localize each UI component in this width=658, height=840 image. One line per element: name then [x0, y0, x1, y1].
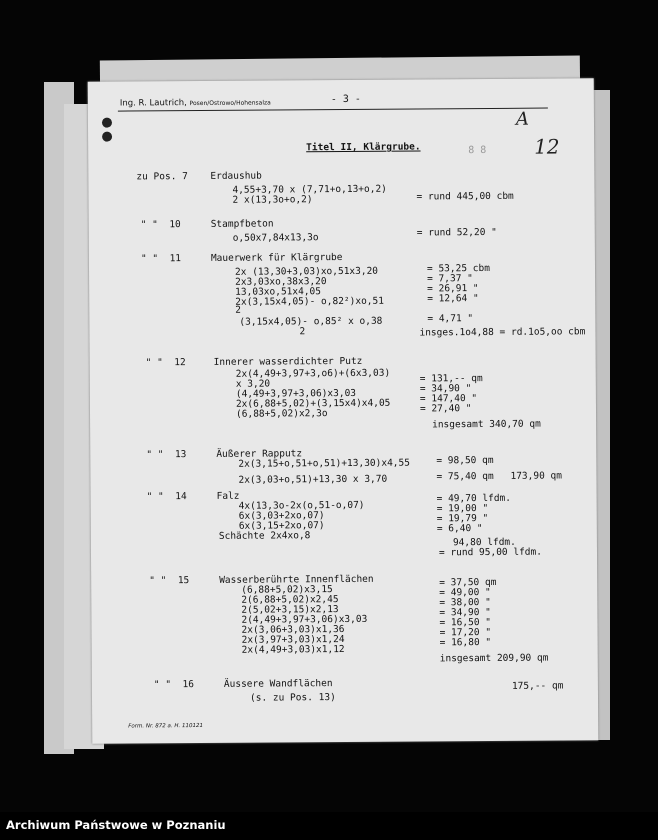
pos-name: Stampfbeton — [210, 218, 274, 230]
pos-name: Falz — [216, 490, 240, 502]
formula-line: 2x(4,49+3,97+3,o6)+(6x3,03) — [235, 367, 391, 380]
value-line: = 53,25 cbm — [426, 262, 490, 275]
pos-total: insgesamt 209,90 qm — [439, 652, 549, 665]
formula-line: 2(4,49+3,97+3,06)x3,03 — [241, 613, 368, 626]
faint-mark: 8 8 — [468, 144, 487, 157]
formula-line: 4,55+3,70 x (7,71+o,13+o,2) — [232, 183, 387, 196]
value-line: = 17,20 " — [439, 626, 492, 639]
formula-line: 2x(3,15x4,05)- o,82²)xo,51 — [235, 295, 384, 308]
formula-line: 6x(3,15+2xo,07) — [238, 520, 325, 532]
pos-prefix: " " 12 — [145, 357, 186, 369]
header-rule — [118, 108, 548, 112]
pos-prefix: " " 10 — [140, 219, 181, 231]
formula-line: 2x(3,03+o,51)+13,30 x 3,70 — [238, 473, 388, 486]
pos-total: insgesamt 340,70 qm — [432, 418, 541, 431]
document-page — [88, 78, 599, 744]
value-line: = 4,71 " — [427, 313, 474, 325]
pos-prefix: " " 15 — [149, 575, 190, 587]
formula-line: 2 x(13,3o+o,2) — [232, 194, 313, 206]
formula-line: 2x(3,97+3,03)x1,24 — [241, 633, 345, 646]
formula-line: 2 — [299, 326, 306, 338]
formula-line: Schächte 2x4xo,8 — [218, 530, 311, 542]
value-line: = 49,70 lfdm. — [436, 492, 512, 505]
formula-line: 2x(6,88+5,02)+(3,15x4)x4,05 — [235, 397, 391, 410]
pos-name: Äussere Wandflächen — [223, 678, 333, 690]
formula-line: (6,88+5,02)x2,3o — [235, 408, 328, 420]
pos-prefix: " " 16 — [153, 679, 195, 691]
value-line: = 7,37 " — [427, 273, 473, 285]
letterhead: Ing. R. Lautrich, Posen/Ostrowo/Hohensalza — [119, 98, 271, 109]
value-line: = 34,90 " — [439, 606, 491, 619]
value-line: = 16,80 " — [439, 636, 492, 649]
form-number: Form. Nr. 872 a. H. 110121 — [128, 722, 203, 730]
value-line: = 34,90 " — [419, 383, 472, 395]
value-line: = 26,91 " — [427, 283, 479, 295]
formula-line: x 3,20 — [235, 378, 271, 390]
formula-line: 2x(3,06+3,03)x1,36 — [241, 623, 345, 636]
formula-line: 2x(4,49+3,03)x1,12 — [241, 643, 345, 656]
pos-name: Erdaushub — [210, 170, 262, 182]
formula-line: 2x (13,30+3,03)xo,51x3,20 — [234, 265, 379, 278]
handwritten-number: 12 — [534, 134, 560, 159]
archive-name: Archiwum Państwowe w Poznaniu — [6, 818, 226, 832]
value-line: = 49,00 " — [439, 586, 491, 599]
value-line: = 98,50 qm — [436, 454, 494, 467]
pos-total: = rund 95,00 lfdm. — [438, 546, 542, 559]
formula-line: 2x3,03xo,38x3,20 — [235, 276, 327, 288]
section-title: Titel II, Klärgrube. — [306, 141, 421, 154]
value-line: = 6,40 " — [436, 523, 483, 535]
pos-total: 175,-- qm — [511, 680, 564, 692]
value-line: = 19,00 " — [436, 502, 489, 515]
subtotal: 94,80 lfdm. — [452, 536, 516, 549]
pos-total: insges.1o4,88 = rd.1o5,oo cbm — [419, 326, 586, 339]
value-line: = 37,50 qm — [439, 576, 497, 589]
formula-line: 2(6,88+5,02)x2,45 — [241, 594, 339, 606]
pos-prefix: zu Pos. 7 — [136, 171, 188, 183]
pos-name: Äußerer Rapputz — [216, 448, 303, 460]
value-line: = 27,40 " — [419, 403, 472, 415]
formula-line: (6,88+5,02)x3,15 — [241, 584, 333, 596]
value-line: = 38,00 " — [439, 596, 491, 609]
pos-name: Mauerwerk für Klärgrube — [210, 251, 343, 264]
value-line: = 12,64 " — [427, 293, 479, 305]
value-line: = 131,-- qm — [419, 373, 483, 385]
formula-line: 4x(13,3o-2x(o,51-o,07) — [238, 499, 365, 512]
formula-line: 6x(3,03+2xo,07) — [238, 510, 325, 522]
pos-prefix: " " 14 — [146, 491, 187, 503]
pos-result: = rund 52,20 " — [416, 226, 497, 239]
formula-line: (4,49+3,97+3,06)x3,03 — [235, 387, 357, 400]
archive-footer — [0, 812, 658, 840]
formula-line: 13,03xo,51x4,05 — [235, 286, 322, 298]
pos-name: Wasserberührte Innenflächen — [219, 573, 374, 586]
pos-reference: (s. zu Pos. 13) — [249, 692, 336, 704]
pos-prefix: " " 13 — [146, 449, 187, 461]
pos-prefix: " " 11 — [140, 253, 182, 265]
formula-line: o,50x7,84x13,3o — [232, 232, 319, 244]
pos-total: 173,90 qm — [510, 470, 562, 482]
value-line: = 16,50 " — [439, 616, 492, 629]
pos-name: Innerer wasserdichter Putz — [213, 355, 363, 368]
formula-line: (3,15x4,05)- o,85² x o,38 — [239, 315, 383, 328]
formula-line: 2x(3,15+o,51+o,51)+13,30)x4,55 — [238, 457, 410, 470]
punch-hole-icon — [102, 132, 112, 142]
value-line: = 147,40 " — [419, 393, 478, 405]
handwritten-mark: A — [515, 108, 530, 130]
formula-line: 2(5,02+3,15)x2,13 — [241, 604, 339, 616]
formula-line: 2 — [235, 304, 242, 316]
value-line: = 19,79 " — [436, 512, 489, 525]
page-number: - 3 - — [330, 93, 361, 106]
punch-hole-icon — [102, 118, 112, 128]
pos-result: = rund 445,00 cbm — [416, 190, 514, 203]
value-line: = 75,40 qm — [436, 470, 494, 483]
